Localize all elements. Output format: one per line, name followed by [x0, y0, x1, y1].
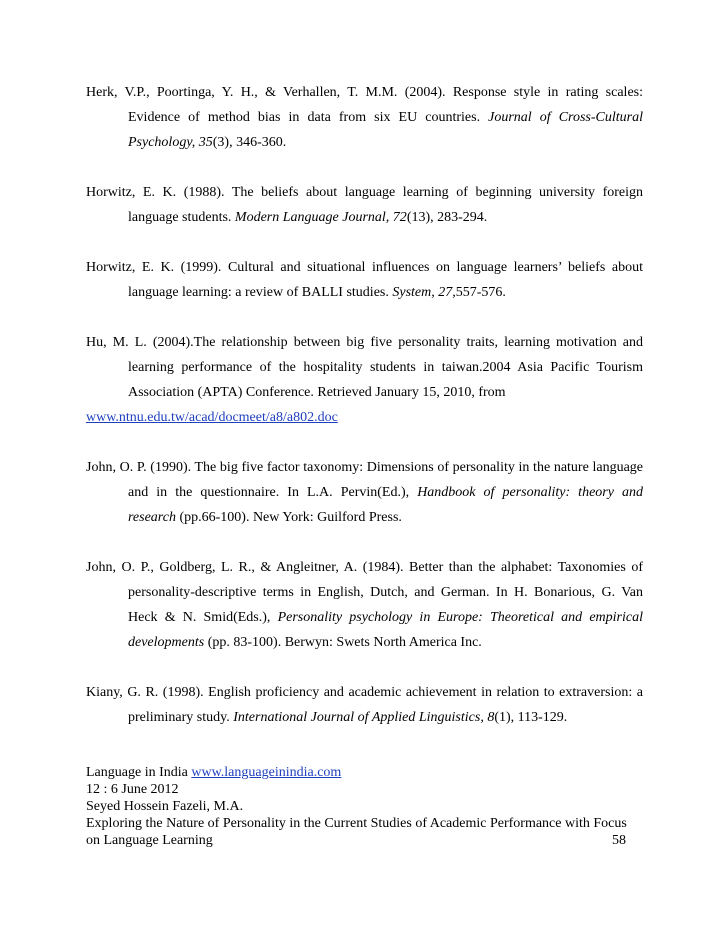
- reference-text: (pp.66-100). New York: Guilford Press.: [175, 510, 402, 525]
- footer-author: Seyed Hossein Fazeli, M.A.: [86, 799, 244, 814]
- reference-source: Modern Language Journal, 72: [234, 210, 407, 225]
- reference-text: Horwitz, E. K. (1988). The beliefs about language learning of beginning university foreign language students.: [86, 185, 643, 225]
- reference-text: (pp. 83-100). Berwyn: Swets North America Inc.: [204, 635, 482, 650]
- reference-text: (3), 346-360.: [212, 135, 287, 150]
- reference-text: Horwitz, E. K. (1999). Cultural and situational influences on language learners’ beliefs about language learning: a review of BALLI studies.: [86, 260, 643, 300]
- reference-url-link[interactable]: www.ntnu.edu.tw/acad/docmeet/a8/a802.doc: [86, 410, 338, 425]
- reference-text: Herk, V.P., Poortinga, Y. H., & Verhallen, T. M.M. (2004). Response style in rating scales: Evidence of method bias in data from six EU countries.: [86, 85, 643, 125]
- reference-text: Kiany, G. R. (1998). English proficiency and academic achievement in relation to extraversion: a preliminary study.: [86, 685, 643, 725]
- footer-issue: 12 : 6 June 2012: [86, 782, 179, 797]
- reference-entry: [86, 680, 643, 730]
- footer-title-line2: on Language Learning: [86, 833, 213, 848]
- reference-text: 557-576.: [455, 285, 506, 300]
- reference-entry: [86, 555, 643, 655]
- reference-text: John, O. P., Goldberg, L. R., & Angleitner, A. (1984). Better than the alphabet: Taxonomies of personality-descriptive terms in English, Dutch, and German. In H. Bonarious, G. Van Heck & N. Smid(Eds.),: [86, 560, 643, 625]
- reference-text: John, O. P. (1990). The big five factor taxonomy: Dimensions of personality in the nature language and in the questionnaire. In L.A. Pervin(Ed.),: [86, 460, 643, 500]
- page-footer: [86, 764, 626, 849]
- footer-journal-link[interactable]: www.languageinindia.com: [191, 765, 342, 780]
- reference-source: System, 27,: [392, 285, 456, 300]
- footer-title-line1: Exploring the Nature of Personality in the Current Studies of Academic Performance with Focus: [86, 816, 627, 831]
- reference-source: Personality psychology in Europe: Theoretical and empirical developments: [128, 610, 643, 650]
- page-number: 58: [612, 833, 626, 848]
- reference-source: Handbook of personality: theory and research: [128, 485, 643, 525]
- reference-entry: [86, 455, 643, 530]
- reference-list: [86, 80, 643, 755]
- reference-entry: [86, 80, 643, 155]
- footer-journal-label: Language in India: [86, 765, 192, 780]
- reference-source: International Journal of Applied Linguistics, 8: [233, 710, 495, 725]
- reference-entry: [86, 330, 643, 430]
- reference-text: Hu, M. L. (2004).The relationship between big five personality traits, learning motivation and learning performance of the hospitality students in taiwan.2004 Asia Pacific Tourism Association (APTA) Conference. Retrieved January 15, 2010, from: [86, 335, 643, 400]
- footer-last-line: [86, 832, 626, 849]
- reference-text: (13), 283-294.: [406, 210, 488, 225]
- reference-text: (1), 113-129.: [494, 710, 568, 725]
- reference-source: Journal of Cross-Cultural Psychology, 35: [128, 110, 643, 150]
- reference-entry: [86, 180, 643, 230]
- footer-journal: [86, 764, 626, 781]
- reference-entry: [86, 255, 643, 305]
